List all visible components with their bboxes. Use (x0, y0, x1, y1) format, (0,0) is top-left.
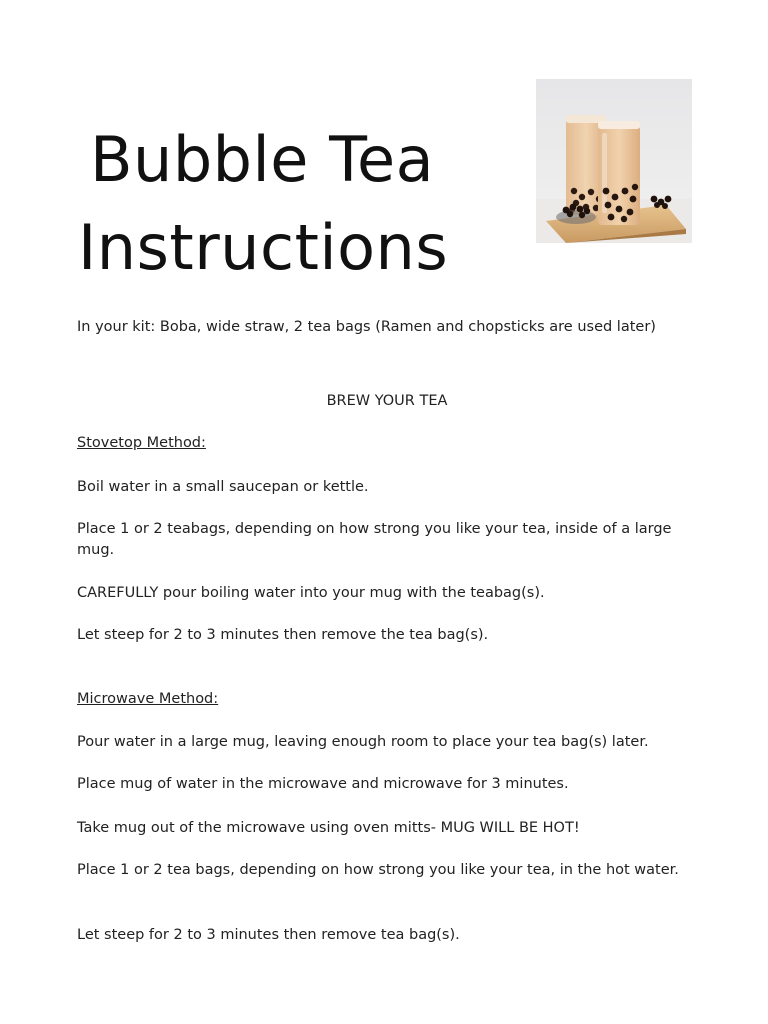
title-line-1: Bubble Tea (90, 122, 435, 196)
stovetop-step: CAREFULLY pour boiling water into your mug with the teabag(s). (77, 585, 545, 601)
microwave-step: Take mug out of the microwave using oven mitts- MUG WILL BE HOT! (77, 820, 580, 836)
title-line-2: Instructions (78, 210, 449, 284)
stovetop-step: Boil water in a small saucepan or kettle. (77, 479, 369, 495)
stovetop-step: Place 1 or 2 teabags, depending on how strong you like your tea, inside of a large mug. (77, 521, 672, 558)
microwave-step: Let steep for 2 to 3 minutes then remove tea bag(s). (77, 927, 460, 943)
bubble-tea-illustration (536, 79, 692, 243)
microwave-method-heading: Microwave Method: (77, 691, 219, 707)
brew-section-heading: BREW YOUR TEA (326, 393, 448, 409)
stovetop-method-heading: Stovetop Method: (77, 435, 206, 451)
microwave-step: Pour water in a large mug, leaving enough room to place your tea bag(s) later. (77, 734, 649, 750)
microwave-step: Place 1 or 2 tea bags, depending on how strong you like your tea, in the hot water. (77, 862, 679, 878)
kit-contents-text: In your kit: Boba, wide straw, 2 tea bags (Ramen and chopsticks are used later) (77, 319, 656, 335)
stovetop-step: Let steep for 2 to 3 minutes then remove the tea bag(s). (77, 627, 489, 643)
bubble-tea-photo (536, 79, 692, 243)
document-title (78, 116, 508, 292)
microwave-step: Place mug of water in the microwave and microwave for 3 minutes. (77, 776, 569, 792)
